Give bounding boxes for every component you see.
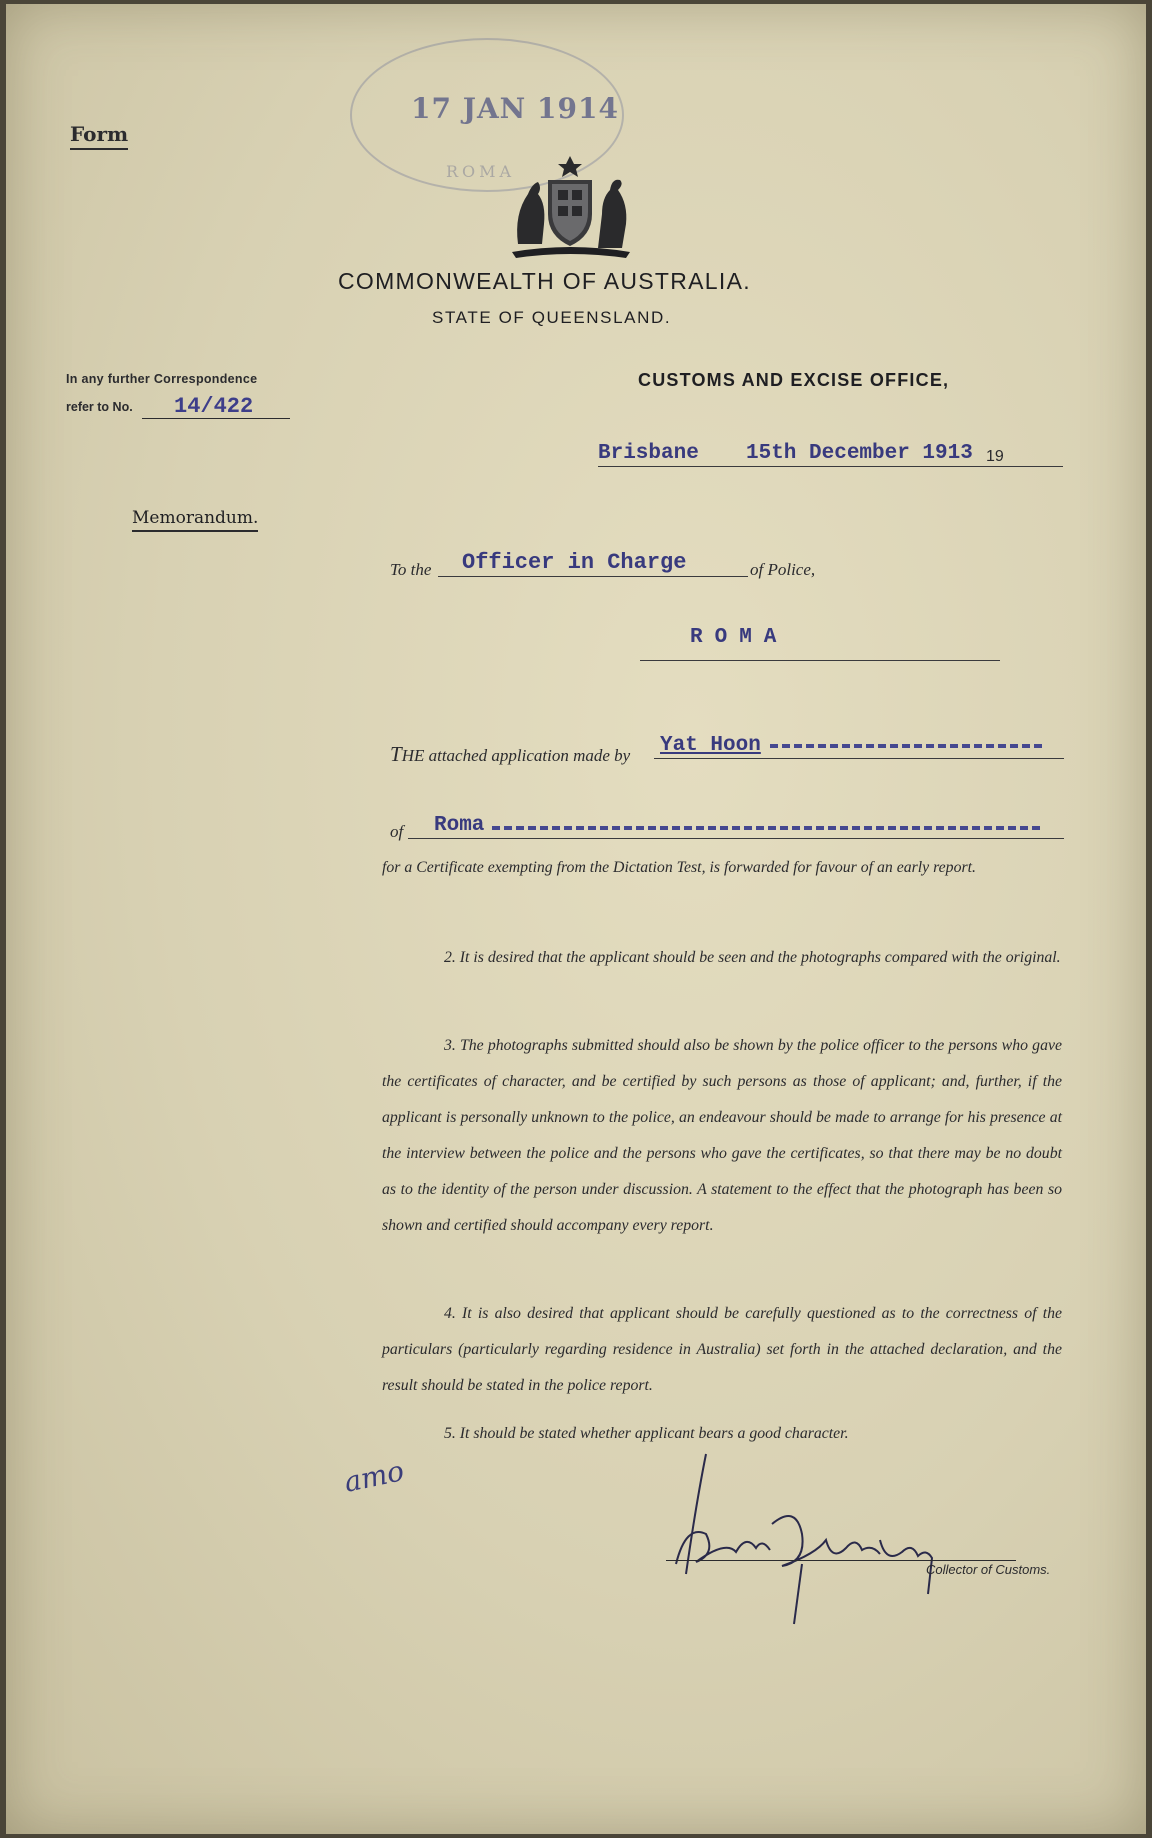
application-lead [390, 742, 630, 767]
form-label: Form [70, 122, 128, 150]
of-label: of [390, 822, 404, 841]
applicant-name: Yat Hoon [660, 734, 761, 757]
applicant-address: Roma [434, 814, 485, 837]
paragraph-1: for a Certificate exempting from the Dictation Test, is forwarded for favour of an early report. [382, 859, 976, 876]
place-line [640, 660, 1000, 661]
page-subtitle: STATE OF QUEENSLAND. [432, 308, 672, 327]
document-page [6, 4, 1146, 1834]
signature [666, 1444, 1026, 1634]
paragraph-5: 5. It should be stated whether applicant bears a good character. [444, 1425, 849, 1442]
date-text: 15th December 1913 [746, 442, 973, 465]
coat-of-arms-icon [498, 154, 643, 260]
handwritten-initials: amo [341, 1454, 407, 1499]
date-city: Brisbane [598, 442, 699, 465]
applicant-line [654, 758, 1064, 759]
addressee-officer: Officer in Charge [462, 550, 687, 575]
address-dashes [492, 826, 1040, 830]
date-printed-suffix: 19 [986, 448, 1004, 465]
addressee-place: ROMA [690, 626, 789, 649]
reference-number: 14/422 [174, 394, 254, 419]
memorandum-label: Memorandum. [132, 508, 258, 532]
of-police-label: of Police, [750, 560, 816, 579]
paragraph-3: 3. The photographs submitted should also be shown by the police officer to the persons who gave the certificates of character, and be certified by such persons as those of applicant; and, further, if the applicant is personally unknown to the police, an endeavour should be made to arrange for his presence at the interview between the police and the persons who gave the certificates, so that there may be no doubt as to the identity of the person under discussion. A statement to the effect that the photograph has been so shown and certified should accompany every report. [382, 1037, 1062, 1234]
paragraph-2: 2. It is desired that the applicant should be seen and the photographs compared with the original. [444, 949, 1061, 966]
stamp-date: 17 JAN 1914 [411, 92, 619, 125]
signature-line [666, 1560, 1016, 1561]
collector-title: Collector of Customs. [926, 1562, 1051, 1577]
correspondence-label: In any further Correspondence [66, 372, 258, 386]
addressee-line [438, 576, 748, 577]
office-name: CUSTOMS AND EXCISE OFFICE, [638, 370, 950, 390]
refer-label: refer to No. [66, 400, 133, 414]
drop-cap: T [390, 742, 402, 766]
stamp-place: ROMA [446, 162, 516, 181]
application-lead-text: HE attached application made by [401, 746, 631, 765]
page-title: COMMONWEALTH OF AUSTRALIA. [338, 268, 751, 294]
date-line [598, 466, 1063, 467]
paragraph-4: 4. It is also desired that applicant should be carefully questioned as to the correctness of the particulars (particularly regarding residence in Australia) set forth in the attached declaration, and the result should be stated in the police report. [382, 1305, 1062, 1394]
applicant-dashes [770, 744, 1042, 748]
to-the-label: To the [390, 560, 432, 579]
address-line [408, 838, 1064, 839]
